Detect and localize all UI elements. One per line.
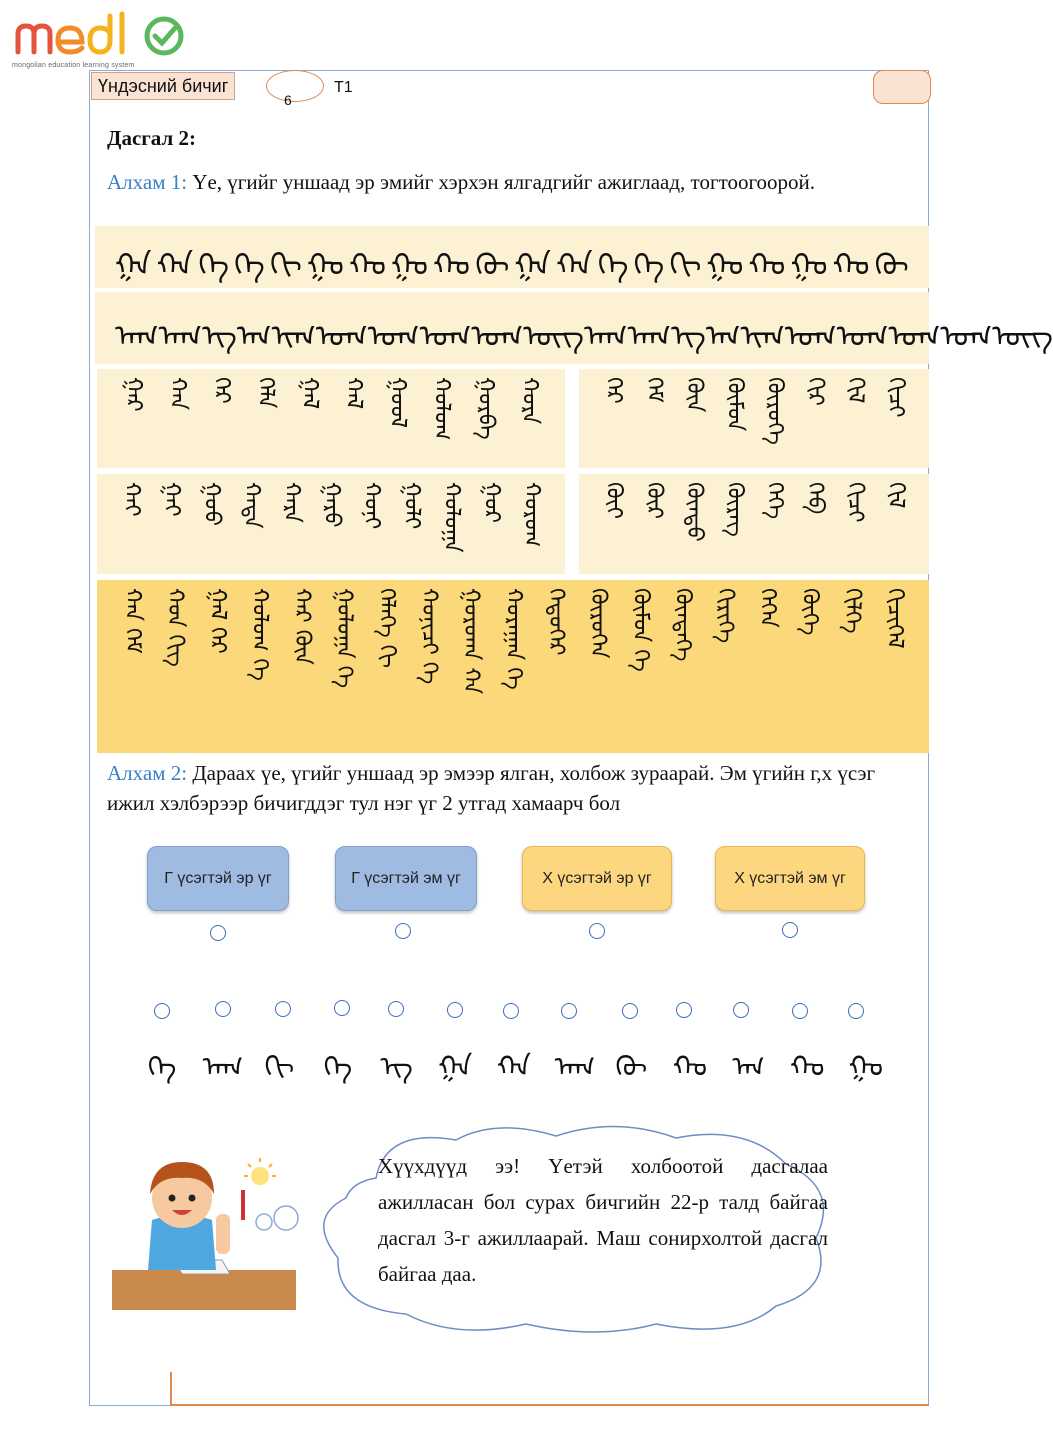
word-dot[interactable] [275, 1001, 291, 1017]
step2-instruction [107, 758, 897, 818]
word-dot[interactable] [848, 1003, 864, 1019]
category-dot[interactable] [395, 923, 411, 939]
word-dot[interactable] [676, 1002, 692, 1018]
category-x-female[interactable]: Х үсэгтэй эм үг [715, 846, 865, 911]
vertical-words-panel-4: ᠭᠦᠢ ᠬᠦᠷ ᠭᠦᠨᠳᠦ ᠬᠦᠷᠡᠭ ᠭᠡᠭᠡ ᠬᠡᠪ ᠭᠢᠴᠢ ᠬᠢᠯ [579, 474, 929, 574]
page-number: 6 [284, 92, 292, 108]
word-dot[interactable] [334, 1000, 350, 1016]
category-dot[interactable] [782, 922, 798, 938]
exercise-title: Дасгал 2: [107, 126, 197, 150]
word-dot[interactable] [503, 1003, 519, 1019]
category-dot[interactable] [210, 925, 226, 941]
bottom-accent-line [170, 1404, 929, 1406]
mongolian-words-block: ᠬᠠᠨ ᠬᠡᠮ ᠬᠣᠨ ᠬᠢᠭ ᠭᠠᠯ ᠭᠡᠷ ᠬᠣᠯᠤᠭ ᠭᠡ ᠬᠠᠷ ᠭᠦᠨ ᠭᠤᠯᠤᠭᠠ ᠬᠡ ᠬᠡᠯᠡᠭᠡ ᠭᠢ ᠬᠣᠨᠢᠴᠢ ᠭᠡ ᠭᠣᠷᠤᠬᠠ ᠬᠠ ᠬᠤᠷᠠᠭᠠᠨ ᠭᠡ ᠬᠡᠳᠦᠭᠡᠷ ᠭᠦᠷᠦᠭᠡᠨ ᠬᠦᠮᠦᠨ ᠭᠡ ᠭᠦᠨᠳᠡᠭᠡ ᠬᠢᠷᠢᠭᠡ ᠭᠡᠭᠡᠨ ᠬᠦᠬᠡ ᠭᠢᠯᠭᠡ ᠬᠢᠴᠢᠭᠡᠯ [97, 580, 929, 753]
corner-tab [873, 70, 931, 104]
page-number-oval [266, 70, 324, 102]
mongolian-word-row: ᠭᠡ ᠠᠬ ᠭᠢ ᠬᠡ ᠡᠭ ᠭᠠ ᠬᠠ ᠠᠭ ᠭᠦ ᠬᠣ ᠡᠬ ᠬᠤ ᠭᠣ [147, 1050, 884, 1083]
word-dot[interactable] [622, 1003, 638, 1019]
category-x-male[interactable]: Х үсэгтэй эр үг [522, 846, 672, 911]
step1-text: Үе, үгийг уншаад эр эмийг хэрхэн ялгадгийг ажиглаад, тогтоогоорой. [192, 170, 816, 194]
category-g-male[interactable]: Г үсэгтэй эр үг [147, 846, 289, 911]
bottom-accent-left [170, 1372, 172, 1406]
step1-instruction [107, 167, 887, 197]
child-reading-illustration [112, 1150, 302, 1312]
category-dot[interactable] [589, 923, 605, 939]
subject-title: Үндэсний бичиг [91, 72, 235, 100]
step1-label: Алхам 1: [107, 170, 188, 194]
word-dot[interactable] [733, 1002, 749, 1018]
category-g-female[interactable]: Г үсэгтэй эм үг [335, 846, 477, 911]
step2-label: Алхам 2: [107, 761, 188, 785]
vertical-words-panel-2: ᠭᠡᠷ ᠬᠡᠮ ᠭᠦᠨ ᠬᠦᠮᠦᠨ ᠭᠦᠷᠦᠭᠡ ᠬᠢᠷ ᠭᠢᠯ ᠬᠢᠴᠢ [579, 369, 929, 468]
vertical-words-panel-3: ᠬᠠᠢ ᠭᠠᠢ ᠭᠣᠤ ᠬᠠᠳᠠ ᠬᠠᠷᠠ ᠭᠠᠷᠤ ᠬᠣᠨᠢ ᠭᠣᠯᠢ ᠬᠤᠯᠤᠭᠠ ᠭᠤᠷ ᠬᠤᠷᠤᠭ [97, 474, 565, 574]
word-dot[interactable] [388, 1001, 404, 1017]
word-dot[interactable] [154, 1003, 170, 1019]
cloud-message: Хүүхдүүд ээ! Үетэй холбоотой дасгалаа ажилласан бол сурах бичгийн 22-р талд байгаа дасгал 3-г ажиллаарай. Маш сонирхолтой дасгал байгаа даа. [378, 1154, 828, 1286]
logo-tagline: mongolian education learning system [12, 62, 135, 69]
word-dot[interactable] [561, 1003, 577, 1019]
vertical-words-panel-1: ᠭᠠᠷ ᠬᠠᠨ ᠭᠡᠷ ᠬᠡᠯᠡ ᠭᠠᠯ ᠬᠠᠯ ᠭᠣᠣᠯ ᠬᠣᠯᠤᠭ ᠭᠤᠷᠪᠠ ᠬᠤᠷᠠ [97, 369, 565, 468]
step2-text: Дараах үе, үгийг уншаад эр эмээр ялган, холбож зураарай. Эм үгийн г,х үсэг ижил хэлбэрээр бичигддэг тул нэг үг 2 утгад хамаарч бол [107, 761, 876, 815]
word-dot[interactable] [447, 1002, 463, 1018]
mongolian-script-row-1: ᠭᠠ ᠬᠠ ᠭᠡ ᠬᠡ ᠬᠢ ᠭᠣ ᠬᠣ ᠭᠤ ᠬᠤ ᠭᠦ ᠭᠠ ᠬᠠ ᠭᠡ ᠬᠡ ᠬᠢ ᠭᠣ ᠬᠣ ᠭᠤ ᠬᠤ ᠭᠦ [95, 226, 929, 288]
word-dot[interactable] [792, 1003, 808, 1019]
word-dot[interactable] [215, 1001, 231, 1017]
term-label: T1 [334, 79, 353, 96]
mongolian-script-row-2: ᠠᠭ ᠠᠬ ᠡᠭ ᠡᠬ ᠢᠬ ᠣᠭ ᠣᠬ ᠤᠭ ᠤᠬ ᠦᠭ ᠠᠭ ᠠᠬ ᠡᠭ ᠡᠬ ᠢᠬ ᠣᠭ ᠣᠬ ᠤᠭ ᠤᠬ ᠦᠭ [95, 292, 929, 364]
